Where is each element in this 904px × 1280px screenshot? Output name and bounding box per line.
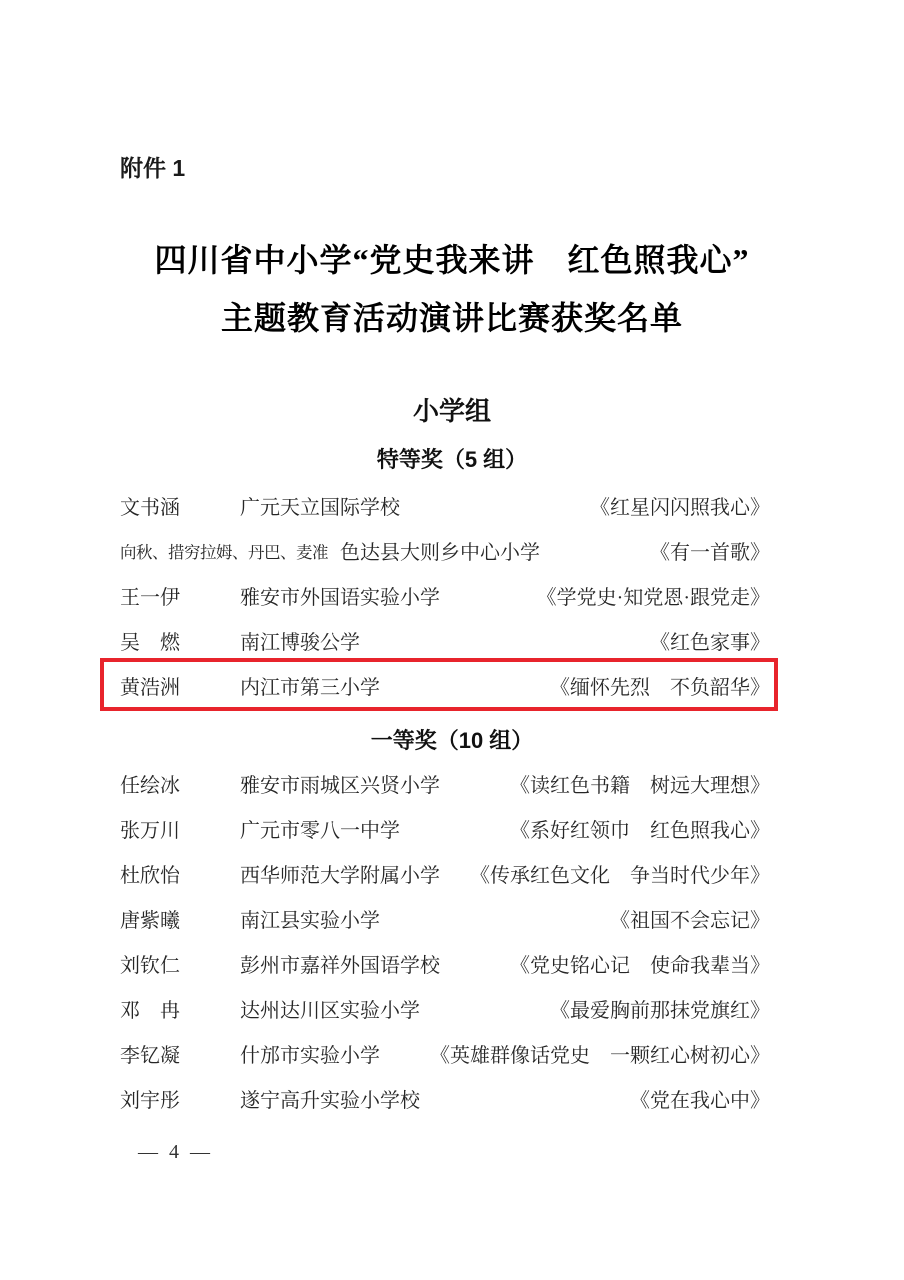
section-heading-first-prize: 一等奖（10 组） (370, 728, 534, 753)
speech-title: 《红星闪闪照我心》 (590, 497, 770, 519)
award-row (120, 761, 770, 806)
school-name: 雅安市外国语实验小学 (240, 587, 440, 609)
winner-name: 邓 冉 (120, 1000, 180, 1022)
award-row (120, 573, 770, 618)
speech-title: 《系好红领巾 红色照我心》 (510, 820, 770, 842)
section-heading-special-prize: 特等奖（5 组） (376, 447, 528, 472)
award-row (120, 941, 770, 986)
speech-title: 《学党史·知党恩·跟党走》 (536, 587, 770, 609)
speech-title: 《缅怀先烈 不负韶华》 (550, 677, 770, 699)
page-number: — 4 — (138, 1141, 213, 1163)
winner-name: 任绘冰 (120, 775, 180, 797)
school-name: 雅安市雨城区兴贤小学 (240, 775, 440, 797)
award-row (120, 806, 770, 851)
school-name: 色达县大则乡中心小学 (340, 542, 540, 564)
winner-name: 文书涵 (120, 497, 180, 519)
award-rows-special-prize (0, 483, 904, 708)
document-title-line2: 主题教育活动演讲比赛获奖名单 (220, 300, 683, 336)
winner-name: 李钇凝 (120, 1045, 180, 1067)
speech-title: 《读红色书籍 树远大理想》 (510, 775, 770, 797)
award-row (120, 896, 770, 941)
speech-title: 《英雄群像话党史 一颗红心树初心》 (430, 1045, 770, 1067)
winner-name: 唐紫曦 (120, 910, 180, 932)
speech-title: 《党在我心中》 (630, 1090, 770, 1112)
speech-title: 《传承红色文化 争当时代少年》 (470, 865, 770, 887)
winner-name: 刘宇彤 (120, 1090, 180, 1112)
winner-name: 张万川 (120, 820, 180, 842)
award-row (120, 528, 770, 573)
section-special-prize (0, 440, 904, 708)
award-row (120, 851, 770, 896)
section-first-prize (0, 721, 904, 1121)
award-row (120, 483, 770, 528)
speech-title: 《党史铭心记 使命我辈当》 (510, 955, 770, 977)
award-row (120, 986, 770, 1031)
speech-title: 《最爱胸前那抹党旗红》 (550, 1000, 770, 1022)
award-row (120, 618, 770, 663)
award-row (120, 1076, 770, 1121)
document-title-line1: 四川省中小学“党史我来讲 红色照我心” (154, 242, 750, 278)
award-row (120, 1031, 770, 1076)
winner-name: 王一伊 (120, 587, 180, 609)
school-name: 西华师范大学附属小学 (240, 865, 440, 887)
attachment-label: 附件 1 (120, 155, 186, 181)
award-rows-first-prize (0, 761, 904, 1121)
school-name: 广元天立国际学校 (240, 497, 400, 519)
speech-title: 《红色家事》 (650, 632, 770, 654)
school-name: 什邡市实验小学 (240, 1045, 380, 1067)
school-name: 南江博骏公学 (240, 632, 360, 654)
winner-name: 杜欣怡 (120, 865, 180, 887)
speech-title: 《有一首歌》 (650, 542, 770, 564)
winner-name: 黄浩洲 (120, 677, 180, 699)
school-name: 遂宁高升实验小学校 (240, 1090, 420, 1112)
school-name: 达州达川区实验小学 (240, 1000, 420, 1022)
winner-name: 刘钦仁 (120, 955, 180, 977)
school-name: 内江市第三小学 (240, 677, 380, 699)
winner-name: 向秋、措穷拉姆、丹巴、麦准 (120, 542, 328, 562)
speech-title: 《祖国不会忘记》 (610, 910, 770, 932)
winner-name: 吴 燃 (120, 632, 180, 654)
school-name: 南江县实验小学 (240, 910, 380, 932)
school-name: 广元市零八一中学 (240, 820, 400, 842)
document-title (0, 231, 904, 347)
group-heading: 小学组 (412, 396, 491, 426)
school-name: 彭州市嘉祥外国语学校 (240, 955, 440, 977)
award-row (120, 663, 770, 708)
